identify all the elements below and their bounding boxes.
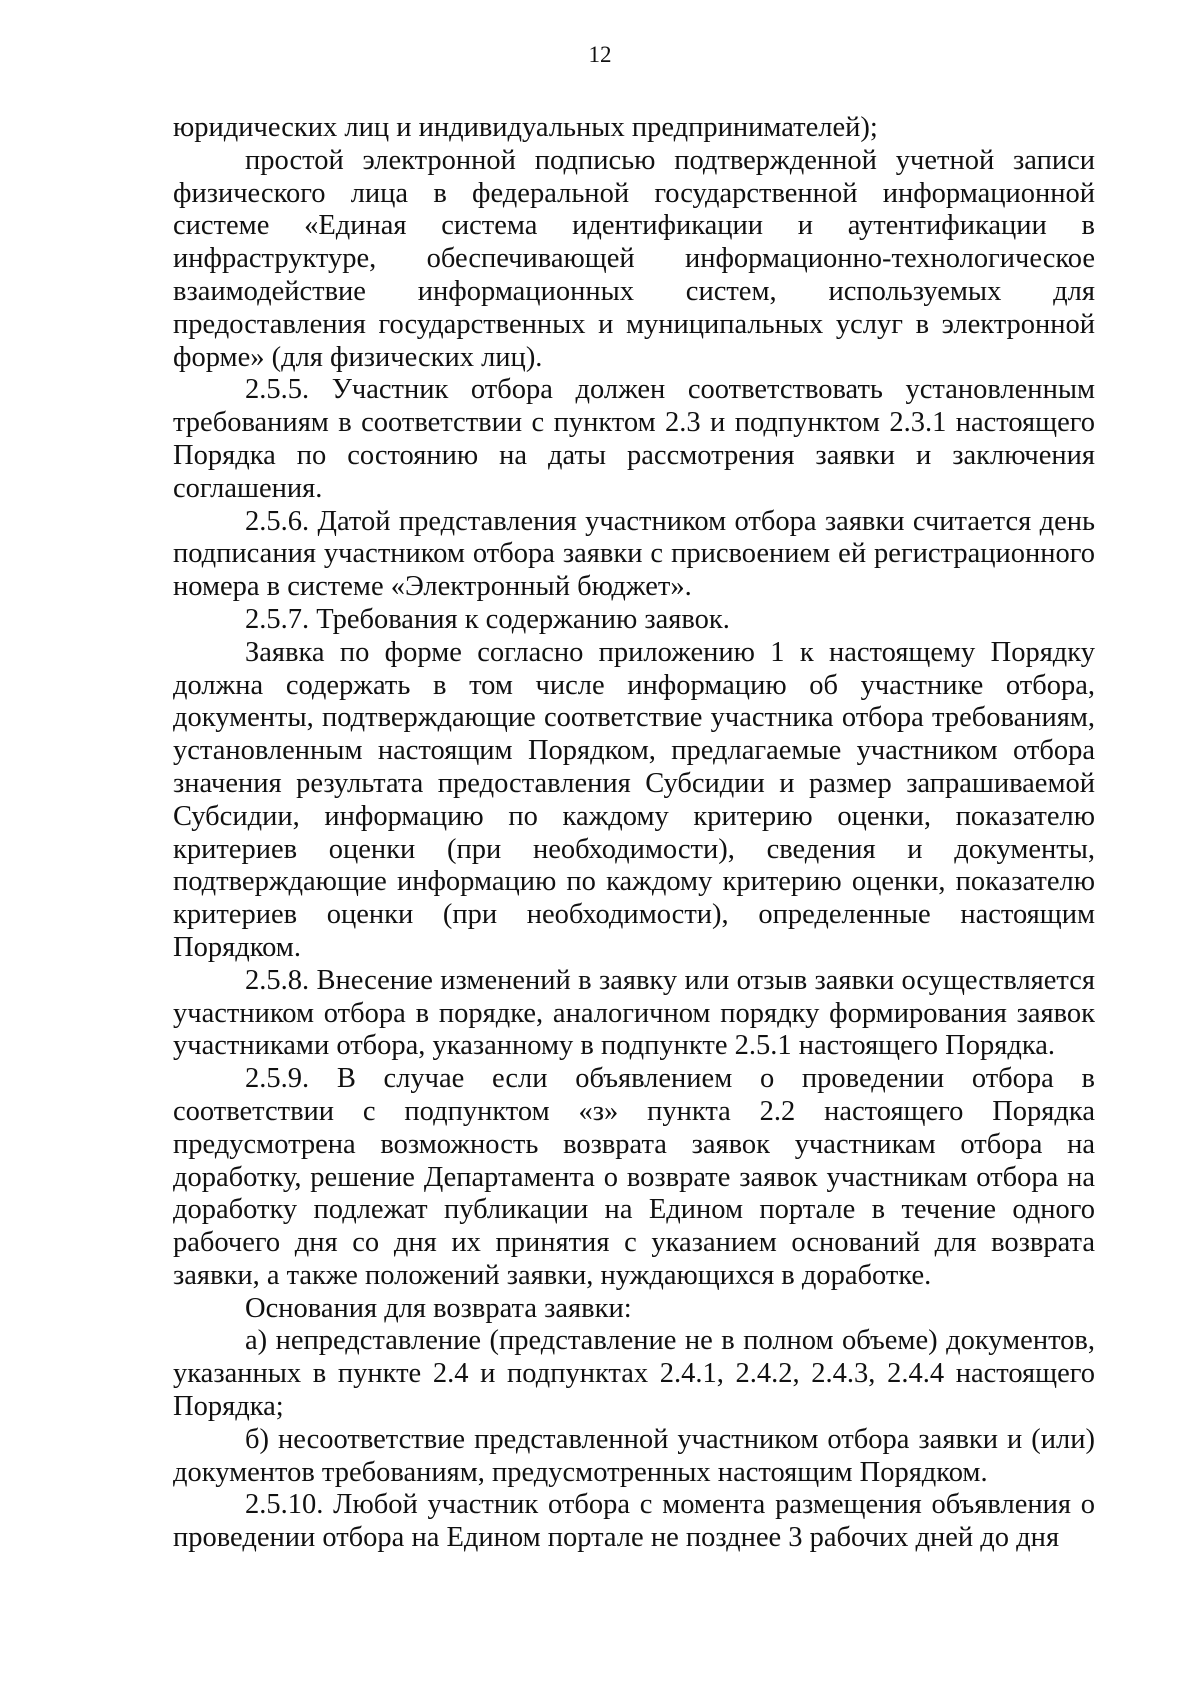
page-number: 12	[588, 42, 612, 67]
paragraph-continuation: юридических лиц и индивидуальных предпринимателей);	[173, 112, 878, 143]
paragraph-2-5-7: 2.5.7. Требования к содержанию заявок.	[245, 603, 730, 635]
paragraph-2-5-6: 2.5.6. Датой представления участником отбора заявки считается день подписания участником отбора заявки с присвоением ей регистрационного номера в системе «Электронный бюджет».	[173, 505, 1095, 603]
paragraph-2-5-10: 2.5.10. Любой участник отбора с момента размещения объявления о проведении отбора на Едином портале не позднее 3 рабочих дней до дня	[173, 1489, 1095, 1554]
paragraph-2-5-8: 2.5.8. Внесение изменений в заявку или отзыв заявки осуществляется участником отбора в порядке, аналогичном порядку формирования заявок участниками отбора, указанному в подпункте 2.5.1 настоящего Порядка.	[173, 964, 1095, 1062]
paragraph-ground-a: а) непредставление (представление не в полном объеме) документов, указанных в пункте 2.4 и подпунктах 2.4.1, 2.4.2, 2.4.3, 2.4.4 настоящего Порядка;	[173, 1325, 1095, 1423]
paragraph-ground-b: б) несоответствие представленной участником отбора заявки и (или) документов требованиям, предусмотренных настоящим Порядком.	[173, 1423, 1095, 1488]
document-body	[173, 112, 1095, 1555]
paragraph-return-grounds: Основания для возврата заявки:	[245, 1292, 632, 1324]
paragraph-2-5-5: 2.5.5. Участник отбора должен соответствовать установленным требованиям в соответствии с пунктом 2.3 и подпунктом 2.3.1 настоящего Порядка по состоянию на даты рассмотрения заявки и заключения соглашения.	[173, 374, 1095, 504]
paragraph-simple-signature: простой электронной подписью подтвержденной учетной записи физического лица в федеральной государственной информационной системе «Единая система идентификации и аутентификации в инфраструктуре, обеспечивающей информационно-технологическое взаимодействие информационных систем, используемых для предоставления государственных и муниципальных услуг в электронной форме» (для физических лиц).	[173, 144, 1095, 373]
paragraph-application-contents: Заявка по форме согласно приложению 1 к настоящему Порядку должна содержать в том числе информацию об участнике отбора, документы, подтверждающие соответствие участника отбора требованиям, установленным настоящим Порядком, предлагаемые участником отбора значения результата предоставления Субсидии и размер запрашиваемой Субсидии, информацию по каждому критерию оценки, показателю критериев оценки (при необходимости), сведения и документы, подтверждающие информацию по каждому критерию оценки, показателю критериев оценки (при необходимости), определенные настоящим Порядком.	[173, 636, 1095, 963]
paragraph-2-5-9: 2.5.9. В случае если объявлением о проведении отбора в соответствии с подпунктом «з» пункта 2.2 настоящего Порядка предусмотрена возможность возврата заявок участникам отбора на доработку, решение Департамента о возврате заявок участникам отбора на доработку подлежат публикации на Едином портале в течение одного рабочего дня со дня их принятия с указанием оснований для возврата заявки, а также положений заявки, нуждающихся в доработке.	[173, 1063, 1095, 1291]
